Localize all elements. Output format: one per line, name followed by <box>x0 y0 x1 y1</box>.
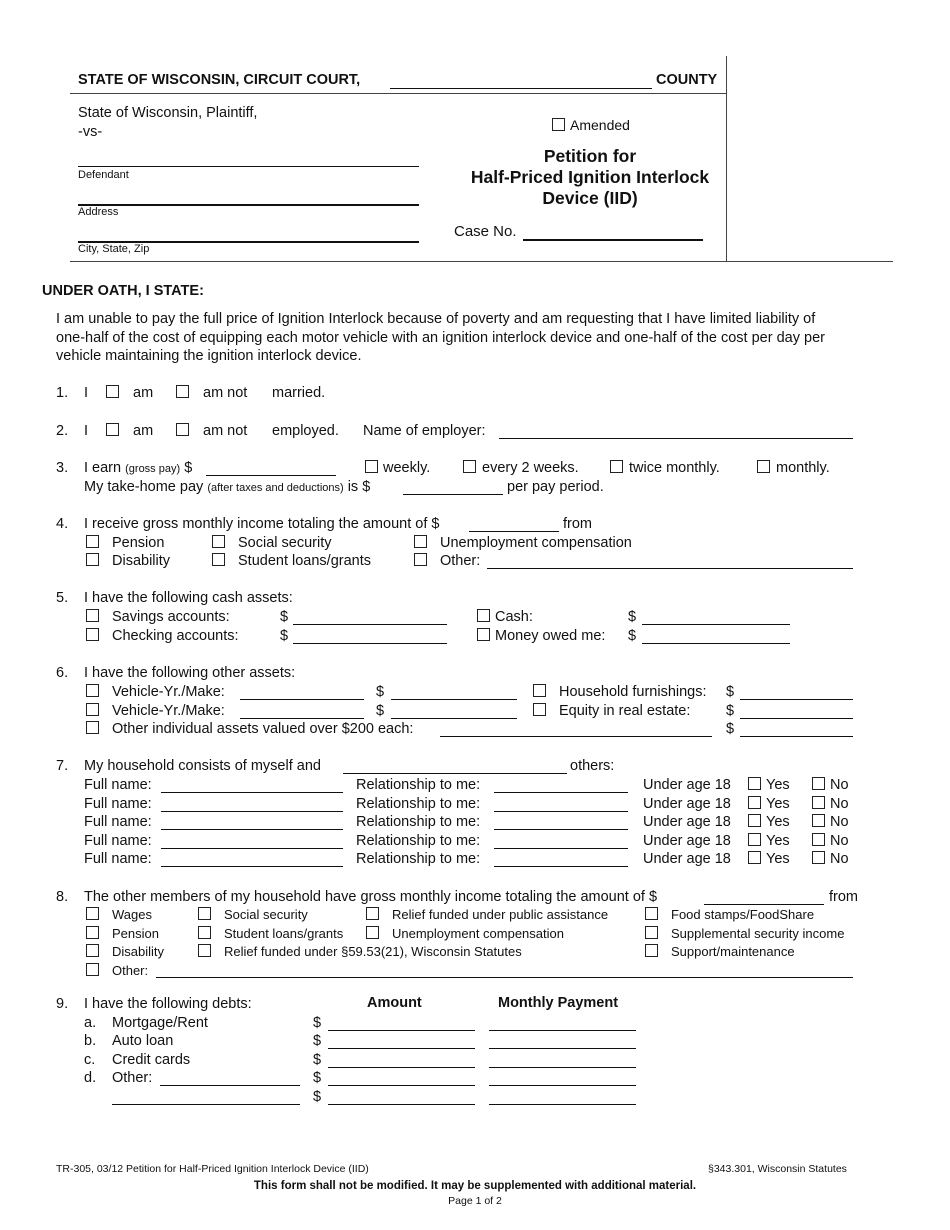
debt-dollar: $ <box>313 1052 322 1068</box>
per-pay-period: per pay period. <box>507 479 604 495</box>
q9-number: 9. <box>56 996 69 1012</box>
cash-label: Cash: <box>495 609 533 625</box>
under-18-no-label: No <box>830 796 849 812</box>
checking-dollar: $ <box>280 628 289 644</box>
debt-other-desc-field[interactable] <box>112 1088 300 1105</box>
vs-label: -vs- <box>78 124 103 140</box>
hh-student-loans-checkbox[interactable] <box>198 926 211 939</box>
relationship-field[interactable] <box>494 832 628 849</box>
cash-field[interactable] <box>642 608 790 625</box>
full-name-label: Full name: <box>84 777 152 793</box>
full-name-field[interactable] <box>161 776 343 793</box>
under-18-yes-label: Yes <box>766 777 790 793</box>
vehicle2-value-field[interactable] <box>391 702 517 719</box>
other-income-field[interactable] <box>487 552 853 569</box>
under-18-label: Under age 18 <box>643 796 731 812</box>
under-18-no-label: No <box>830 777 849 793</box>
full-name-label: Full name: <box>84 851 152 867</box>
hh-student-loans-label: Student loans/grants <box>224 926 344 941</box>
debt-amount-field[interactable] <box>328 1032 475 1049</box>
hh-relief-5953-label: Relief funded under §59.53(21), Wisconsin Statutes <box>224 944 522 959</box>
under-18-yes-label: Yes <box>766 851 790 867</box>
relationship-field[interactable] <box>494 776 628 793</box>
q6-number: 6. <box>56 665 69 681</box>
oath-heading: UNDER OATH, I STATE: <box>42 283 204 299</box>
under-18-label: Under age 18 <box>643 814 731 830</box>
hh-social-security-checkbox[interactable] <box>198 907 211 920</box>
hh-other-field[interactable] <box>156 961 853 978</box>
q7-text: My household consists of myself and <box>84 758 321 774</box>
q3-earn: I earn <box>84 460 122 476</box>
unemployment-checkbox[interactable] <box>414 535 427 548</box>
under-18-no-label: No <box>830 851 849 867</box>
money-owed-field[interactable] <box>642 627 790 644</box>
every-2-weeks-label: every 2 weeks. <box>482 460 579 476</box>
q2-am-not-checkbox[interactable] <box>176 423 189 436</box>
hh-food-stamps-label: Food stamps/FoodShare <box>671 907 815 922</box>
disability-checkbox[interactable] <box>86 553 99 566</box>
debt-item-label: Other: <box>112 1070 153 1086</box>
city-state-zip-label: City, State, Zip <box>78 243 150 255</box>
hh-unemployment-label: Unemployment compensation <box>392 926 564 941</box>
under-18-yes-label: Yes <box>766 796 790 812</box>
debt-dollar: $ <box>313 1089 322 1105</box>
monthly-payment-header: Monthly Payment <box>498 995 619 1011</box>
employer-label: Name of employer: <box>363 423 486 439</box>
takehome-field[interactable] <box>403 478 503 495</box>
cash-checkbox[interactable] <box>477 609 490 622</box>
real-estate-label: Equity in real estate: <box>559 703 691 719</box>
under-18-label: Under age 18 <box>643 851 731 867</box>
statute-reference: §343.301, Wisconsin Statutes <box>708 1163 847 1175</box>
q3-after: (after taxes and deductions) <box>207 482 344 494</box>
q1-i: I <box>84 385 89 401</box>
relationship-label: Relationship to me: <box>356 851 481 867</box>
full-name-label: Full name: <box>84 814 152 830</box>
hh-other-label: Other: <box>112 963 149 978</box>
relationship-label: Relationship to me: <box>356 796 481 812</box>
q8-amount-field[interactable] <box>704 888 824 905</box>
debt-dollar: $ <box>313 1070 322 1086</box>
q1-number: 1. <box>56 385 69 401</box>
q7-others: others: <box>570 758 615 774</box>
debt-monthly-payment-field[interactable] <box>489 1088 636 1105</box>
real-estate-dollar: $ <box>726 703 735 719</box>
q2-employed: employed. <box>272 423 339 439</box>
vehicle1-value-field[interactable] <box>391 683 517 700</box>
pension-label: Pension <box>112 535 165 551</box>
savings-dollar: $ <box>280 609 289 625</box>
furnishings-field[interactable] <box>740 683 853 700</box>
amended-checkbox[interactable] <box>552 118 565 131</box>
q4-from: from <box>563 516 592 532</box>
q1-am-not-checkbox[interactable] <box>176 385 189 398</box>
address-field[interactable] <box>78 188 419 206</box>
q4-number: 4. <box>56 516 69 532</box>
full-name-field[interactable] <box>161 795 343 812</box>
checking-checkbox[interactable] <box>86 628 99 641</box>
case-no-field[interactable] <box>523 223 703 241</box>
student-loans-checkbox[interactable] <box>212 553 225 566</box>
under-18-yes-checkbox[interactable] <box>748 833 761 846</box>
hh-public-assistance-label: Relief funded under public assistance <box>392 907 609 922</box>
relationship-field[interactable] <box>494 850 628 867</box>
vehicle2-label: Vehicle-Yr./Make: <box>112 703 225 719</box>
under-18-yes-checkbox[interactable] <box>748 777 761 790</box>
real-estate-field[interactable] <box>740 702 853 719</box>
under-18-no-checkbox[interactable] <box>812 796 825 809</box>
vehicle2-make-field[interactable] <box>240 702 364 719</box>
q4-amount-field[interactable] <box>469 515 559 532</box>
q6-text: I have the following other assets: <box>84 665 296 681</box>
vehicle1-label: Vehicle-Yr./Make: <box>112 684 225 700</box>
relationship-field[interactable] <box>494 795 628 812</box>
under-18-no-label: No <box>830 814 849 830</box>
oath-paragraph-line2: one-half of the cost of equipping each motor vehicle with an ignition interlock device and one-half of the cost per day per <box>56 330 825 346</box>
form-id: TR-305, 03/12 Petition for Half-Priced Ignition Interlock Device (IID) <box>56 1163 369 1175</box>
county-label: COUNTY <box>656 72 718 88</box>
q3-earn-label <box>84 459 192 478</box>
debt-monthly-payment-field[interactable] <box>489 1069 636 1086</box>
savings-field[interactable] <box>293 608 447 625</box>
hh-ssi-label: Supplemental security income <box>671 926 845 941</box>
page-number: Page 1 of 2 <box>448 1195 502 1207</box>
vehicle1-checkbox[interactable] <box>86 684 99 697</box>
twice-monthly-checkbox[interactable] <box>610 460 623 473</box>
monthly-checkbox[interactable] <box>757 460 770 473</box>
vehicle1-make-field[interactable] <box>240 683 364 700</box>
q3-is: is $ <box>347 479 371 495</box>
q3-dollar: $ <box>184 460 193 476</box>
cash-dollar: $ <box>628 609 637 625</box>
under-18-label: Under age 18 <box>643 777 731 793</box>
other-income-label: Other: <box>440 553 481 569</box>
q2-am-label: am <box>133 423 154 439</box>
form-title-line1: Petition for <box>543 146 637 166</box>
under-18-no-checkbox[interactable] <box>812 814 825 827</box>
relationship-label: Relationship to me: <box>356 833 481 849</box>
defendant-field[interactable] <box>78 150 419 167</box>
under-18-yes-label: Yes <box>766 814 790 830</box>
defendant-label: Defendant <box>78 169 129 181</box>
q3-number: 3. <box>56 460 69 476</box>
debt-letter: a. <box>84 1015 97 1031</box>
other-income-checkbox[interactable] <box>414 553 427 566</box>
employer-field[interactable] <box>499 422 853 439</box>
furnishings-dollar: $ <box>726 684 735 700</box>
money-owed-checkbox[interactable] <box>477 628 490 641</box>
savings-label: Savings accounts: <box>112 609 230 625</box>
modification-notice: This form shall not be modified. It may be supplemented with additional material. <box>253 1180 697 1192</box>
debt-monthly-payment-field[interactable] <box>489 1051 636 1068</box>
relationship-label: Relationship to me: <box>356 814 481 830</box>
debt-amount-field[interactable] <box>328 1051 475 1068</box>
address-label: Address <box>78 206 119 218</box>
county-field[interactable] <box>390 72 652 89</box>
q4-text: I receive gross monthly income totaling the amount of $ <box>84 516 440 532</box>
hh-wages-checkbox[interactable] <box>86 907 99 920</box>
q3-gross: (gross pay) <box>125 463 181 475</box>
hh-disability-label: Disability <box>112 944 165 959</box>
hh-other-checkbox[interactable] <box>86 963 99 976</box>
other-assets-label: Other individual assets valued over $200 each: <box>112 721 414 737</box>
form-title-line2: Half-Priced Ignition Interlock <box>470 167 710 187</box>
other-assets-desc-field[interactable] <box>440 720 712 737</box>
hh-support-label: Support/maintenance <box>671 944 795 959</box>
full-name-field[interactable] <box>161 832 343 849</box>
vehicle2-dollar: $ <box>376 703 385 719</box>
social-security-checkbox[interactable] <box>212 535 225 548</box>
gross-pay-field[interactable] <box>206 459 336 476</box>
divider <box>70 93 726 94</box>
debt-letter: b. <box>84 1033 97 1049</box>
q8-text: The other members of my household have gross monthly income totaling the amount of $ <box>84 889 658 905</box>
furnishings-checkbox[interactable] <box>533 684 546 697</box>
other-assets-value-field[interactable] <box>740 720 853 737</box>
furnishings-label: Household furnishings: <box>559 684 707 700</box>
hh-relief-5953-checkbox[interactable] <box>198 944 211 957</box>
oath-paragraph-line1: I am unable to pay the full price of Ignition Interlock because of poverty and am requesting that I have limited liability of <box>56 311 816 327</box>
under-18-yes-checkbox[interactable] <box>748 796 761 809</box>
amount-header: Amount <box>367 995 422 1011</box>
full-name-label: Full name: <box>84 796 152 812</box>
debt-amount-field[interactable] <box>328 1014 475 1031</box>
case-no-label: Case No. <box>454 223 517 240</box>
monthly-label: monthly. <box>776 460 830 476</box>
q5-number: 5. <box>56 590 69 606</box>
every-2-weeks-checkbox[interactable] <box>463 460 476 473</box>
money-owed-label: Money owed me: <box>495 628 606 644</box>
takehome-label <box>84 478 370 497</box>
debt-letter: d. <box>84 1070 97 1086</box>
checking-label: Checking accounts: <box>112 628 239 644</box>
divider <box>70 261 893 262</box>
student-loans-label: Student loans/grants <box>238 553 372 569</box>
twice-monthly-label: twice monthly. <box>629 460 720 476</box>
hh-ssi-checkbox[interactable] <box>645 926 658 939</box>
under-18-yes-label: Yes <box>766 833 790 849</box>
unemployment-label: Unemployment compensation <box>440 535 632 551</box>
weekly-label: weekly. <box>383 460 431 476</box>
under-18-no-checkbox[interactable] <box>812 851 825 864</box>
relationship-field[interactable] <box>494 813 628 830</box>
q1-married: married. <box>272 385 326 401</box>
under-18-label: Under age 18 <box>643 833 731 849</box>
plaintiff-label: State of Wisconsin, Plaintiff, <box>78 105 258 121</box>
debt-monthly-payment-field[interactable] <box>489 1032 636 1049</box>
hh-food-stamps-checkbox[interactable] <box>645 907 658 920</box>
q1-am-checkbox[interactable] <box>106 385 119 398</box>
q2-number: 2. <box>56 423 69 439</box>
full-name-field[interactable] <box>161 813 343 830</box>
checking-field[interactable] <box>293 627 447 644</box>
hh-unemployment-checkbox[interactable] <box>366 926 379 939</box>
hh-support-checkbox[interactable] <box>645 944 658 957</box>
weekly-checkbox[interactable] <box>365 460 378 473</box>
under-18-no-label: No <box>830 833 849 849</box>
q5-text: I have the following cash assets: <box>84 590 293 606</box>
debt-item-label: Credit cards <box>112 1052 191 1068</box>
vehicle2-checkbox[interactable] <box>86 703 99 716</box>
q2-i: I <box>84 423 89 439</box>
hh-wages-label: Wages <box>112 907 152 922</box>
under-18-no-checkbox[interactable] <box>812 833 825 846</box>
debt-amount-field[interactable] <box>328 1088 475 1105</box>
real-estate-checkbox[interactable] <box>533 703 546 716</box>
money-owed-dollar: $ <box>628 628 637 644</box>
hh-pension-label: Pension <box>112 926 159 941</box>
disability-label: Disability <box>112 553 171 569</box>
q1-am-label: am <box>133 385 154 401</box>
hh-public-assistance-checkbox[interactable] <box>366 907 379 920</box>
debt-monthly-payment-field[interactable] <box>489 1014 636 1031</box>
under-18-no-checkbox[interactable] <box>812 777 825 790</box>
oath-paragraph-line3: vehicle maintaining the ignition interlock device. <box>56 348 362 364</box>
debt-dollar: $ <box>313 1033 322 1049</box>
pension-checkbox[interactable] <box>86 535 99 548</box>
debt-dollar: $ <box>313 1015 322 1031</box>
other-assets-dollar: $ <box>726 721 735 737</box>
under-18-yes-checkbox[interactable] <box>748 851 761 864</box>
q8-number: 8. <box>56 889 69 905</box>
debt-letter: c. <box>84 1052 96 1068</box>
q7-number: 7. <box>56 758 69 774</box>
q3-takehome: My take-home pay <box>84 479 204 495</box>
other-assets-checkbox[interactable] <box>86 721 99 734</box>
form-title-line3: Device (IID) <box>542 188 638 208</box>
social-security-label: Social security <box>238 535 332 551</box>
debt-other-desc-field[interactable] <box>160 1069 300 1086</box>
full-name-label: Full name: <box>84 833 152 849</box>
vehicle1-dollar: $ <box>376 684 385 700</box>
under-18-yes-checkbox[interactable] <box>748 814 761 827</box>
amended-label: Amended <box>570 117 630 133</box>
q8-from: from <box>829 889 858 905</box>
q2-am-not-label: am not <box>203 423 248 439</box>
city-state-zip-field[interactable] <box>78 225 419 243</box>
hh-pension-checkbox[interactable] <box>86 926 99 939</box>
debt-amount-field[interactable] <box>328 1069 475 1086</box>
q1-am-not-label: am not <box>203 385 248 401</box>
q2-am-checkbox[interactable] <box>106 423 119 436</box>
hh-disability-checkbox[interactable] <box>86 944 99 957</box>
q9-text: I have the following debts: <box>84 996 252 1012</box>
debt-item-label: Auto loan <box>112 1033 174 1049</box>
relationship-label: Relationship to me: <box>356 777 481 793</box>
household-count-field[interactable] <box>343 757 567 774</box>
full-name-field[interactable] <box>161 850 343 867</box>
debt-item-label: Mortgage/Rent <box>112 1015 208 1031</box>
hh-social-security-label: Social security <box>224 907 308 922</box>
court-label: STATE OF WISCONSIN, CIRCUIT COURT, <box>78 72 361 88</box>
savings-checkbox[interactable] <box>86 609 99 622</box>
